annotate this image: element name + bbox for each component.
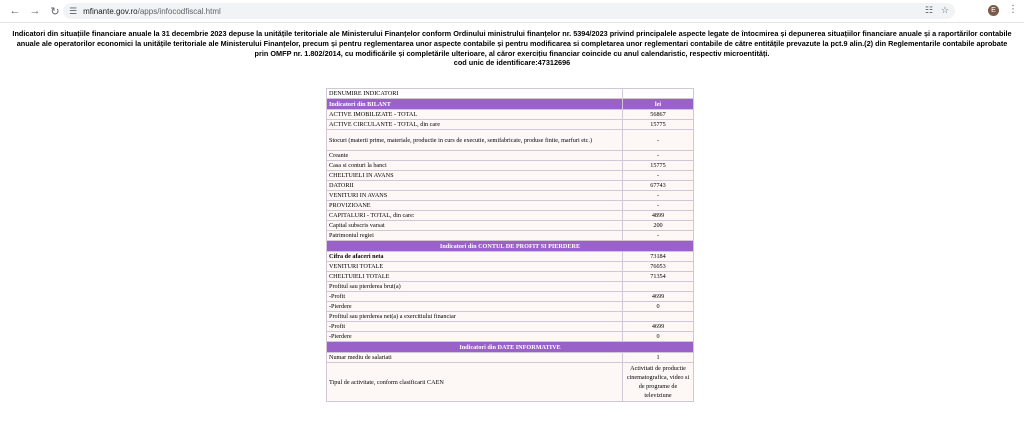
table-row bbox=[327, 252, 694, 262]
row-label: Capital subscris varsat bbox=[327, 221, 623, 231]
address-bar[interactable] bbox=[63, 3, 955, 19]
row-value: - bbox=[623, 191, 694, 201]
row-label: Numar mediu de salariati bbox=[327, 353, 623, 363]
row-value: - bbox=[623, 171, 694, 181]
row-label: -Pierdere bbox=[327, 332, 623, 342]
row-value: - bbox=[623, 130, 694, 151]
section-title: Indicatori din CONTUL DE PROFIT SI PIERDERE bbox=[327, 241, 694, 252]
section-title: Indicatori din BILANT bbox=[327, 99, 623, 110]
row-label: -Profit bbox=[327, 322, 623, 332]
translate-icon[interactable]: ☷ bbox=[924, 5, 933, 15]
bookmark-star-icon[interactable]: ☆ bbox=[940, 5, 949, 15]
row-label: -Pierdere bbox=[327, 302, 623, 312]
row-value: 0 bbox=[623, 302, 694, 312]
table-row bbox=[327, 363, 694, 402]
row-label: DATORII bbox=[327, 181, 623, 191]
url-host: mfinante.gov.ro bbox=[83, 6, 138, 16]
row-value: 15775 bbox=[623, 161, 694, 171]
table-row bbox=[327, 353, 694, 363]
page-heading bbox=[0, 29, 1024, 68]
row-label: CHELTUIELI TOTALE bbox=[327, 272, 623, 282]
table-row bbox=[327, 231, 694, 241]
row-value: 0 bbox=[623, 332, 694, 342]
row-label: PROVIZIOANE bbox=[327, 201, 623, 211]
heading-line-2: anuale ale operatorilor economici la unitățile teritoriale ale Ministerului Finanțelor, precum și pentru reglementarea unor aspecte contabile și pentru modificarea si completarea unor reglementari contabile de către entitățile prevazute la pct.9 alin.(2) din Reglementarile contabile aprobate bbox=[16, 38, 1008, 48]
row-label: CAPITALURI - TOTAL, din care: bbox=[327, 211, 623, 221]
section-title: Indicatori din DATE INFORMATIVE bbox=[327, 342, 694, 353]
section-unit: lei bbox=[623, 99, 694, 110]
reload-icon[interactable]: ↻ bbox=[50, 5, 60, 18]
row-label: VENITURI IN AVANS bbox=[327, 191, 623, 201]
section-date-informative bbox=[327, 342, 694, 353]
header-label: DENUMIRE INDICATORI bbox=[327, 89, 623, 99]
row-label: Stocuri (materii prime, materiale, productie in curs de executie, semifabricate, produse finite, marfuri etc.) bbox=[327, 130, 623, 151]
row-value: 73184 bbox=[623, 252, 694, 262]
table-row bbox=[327, 221, 694, 231]
table-row bbox=[327, 110, 694, 120]
forward-icon[interactable]: → bbox=[29, 5, 41, 17]
row-label: Profitul sau pierderea net(a) a exercitiului financiar bbox=[327, 312, 623, 322]
profile-avatar[interactable]: E bbox=[988, 5, 999, 16]
row-value: 15775 bbox=[623, 120, 694, 130]
table-row bbox=[327, 332, 694, 342]
row-label: Creante bbox=[327, 151, 623, 161]
heading-line-3: prin OMFP nr. 1.802/2014, cu modificările și completările ulterioare, al căror exercițiu financiar coincide cu anul calendaristic, respectiv microentități. bbox=[254, 48, 770, 58]
indicators-table bbox=[326, 88, 694, 402]
row-value: 4699 bbox=[623, 322, 694, 332]
row-label: VENITURI TOTALE bbox=[327, 262, 623, 272]
row-value: 71354 bbox=[623, 272, 694, 282]
url-path: /apps/infocodfiscal.html bbox=[137, 6, 221, 16]
row-label: Patrimoniul regiei bbox=[327, 231, 623, 241]
table-row bbox=[327, 262, 694, 272]
section-profit-pierdere bbox=[327, 241, 694, 252]
row-label: Cifra de afaceri neta bbox=[327, 252, 623, 262]
heading-line-1: Indicatori din situațiile financiare anuale la 31 decembrie 2023 depuse la unitățile teritoriale ale Ministerului Finanțelor conform Ordinului ministrului finanțelor nr. 5394/2023 privind principalele aspecte legate de întocmirea și depunerea situațiilor financiare anuale și a raportărilor contabile bbox=[12, 29, 1012, 38]
row-label: ACTIVE CIRCULANTE - TOTAL, din care bbox=[327, 120, 623, 130]
site-info-icon[interactable]: ☰ bbox=[69, 5, 78, 16]
table-header-row bbox=[327, 89, 694, 99]
table-row bbox=[327, 312, 694, 322]
table-row bbox=[327, 201, 694, 211]
table-row bbox=[327, 161, 694, 171]
row-value: 56867 bbox=[623, 110, 694, 120]
table-row bbox=[327, 120, 694, 130]
table-row bbox=[327, 322, 694, 332]
table-row bbox=[327, 151, 694, 161]
table-row bbox=[327, 181, 694, 191]
more-menu-icon[interactable]: ⋮ bbox=[1008, 4, 1018, 15]
url-text bbox=[83, 7, 221, 16]
row-value: - bbox=[623, 231, 694, 241]
table-row bbox=[327, 282, 694, 292]
browser-toolbar bbox=[0, 0, 1024, 23]
table-row bbox=[327, 302, 694, 312]
table-row bbox=[327, 272, 694, 282]
row-value: 4699 bbox=[623, 292, 694, 302]
row-value bbox=[623, 282, 694, 292]
row-value: 76053 bbox=[623, 262, 694, 272]
row-label: Casa si conturi la banci bbox=[327, 161, 623, 171]
row-label: Profitul sau pierderea brut(a) bbox=[327, 282, 623, 292]
row-value: 67743 bbox=[623, 181, 694, 191]
row-value: - bbox=[623, 151, 694, 161]
row-value: 200 bbox=[623, 221, 694, 231]
table-row bbox=[327, 171, 694, 181]
cod-unic-identificare: cod unic de identificare:47312696 bbox=[453, 58, 571, 68]
table-row bbox=[327, 292, 694, 302]
row-value: 1 bbox=[623, 353, 694, 363]
table-row bbox=[327, 191, 694, 201]
row-label: ACTIVE IMOBILIZATE - TOTAL bbox=[327, 110, 623, 120]
table-row bbox=[327, 130, 694, 151]
row-label: Tipul de activitate, conform clasificarii CAEN bbox=[327, 363, 623, 402]
header-value bbox=[623, 89, 694, 99]
back-icon[interactable]: ← bbox=[9, 5, 21, 17]
row-value: Activitati de productie cinematografica, video si de programe de televiziune bbox=[623, 363, 694, 402]
section-bilant bbox=[327, 99, 694, 110]
row-value: - bbox=[623, 201, 694, 211]
row-label: CHELTUIELI IN AVANS bbox=[327, 171, 623, 181]
row-label: -Profit bbox=[327, 292, 623, 302]
row-value bbox=[623, 312, 694, 322]
row-value: 4899 bbox=[623, 211, 694, 221]
table-row bbox=[327, 211, 694, 221]
